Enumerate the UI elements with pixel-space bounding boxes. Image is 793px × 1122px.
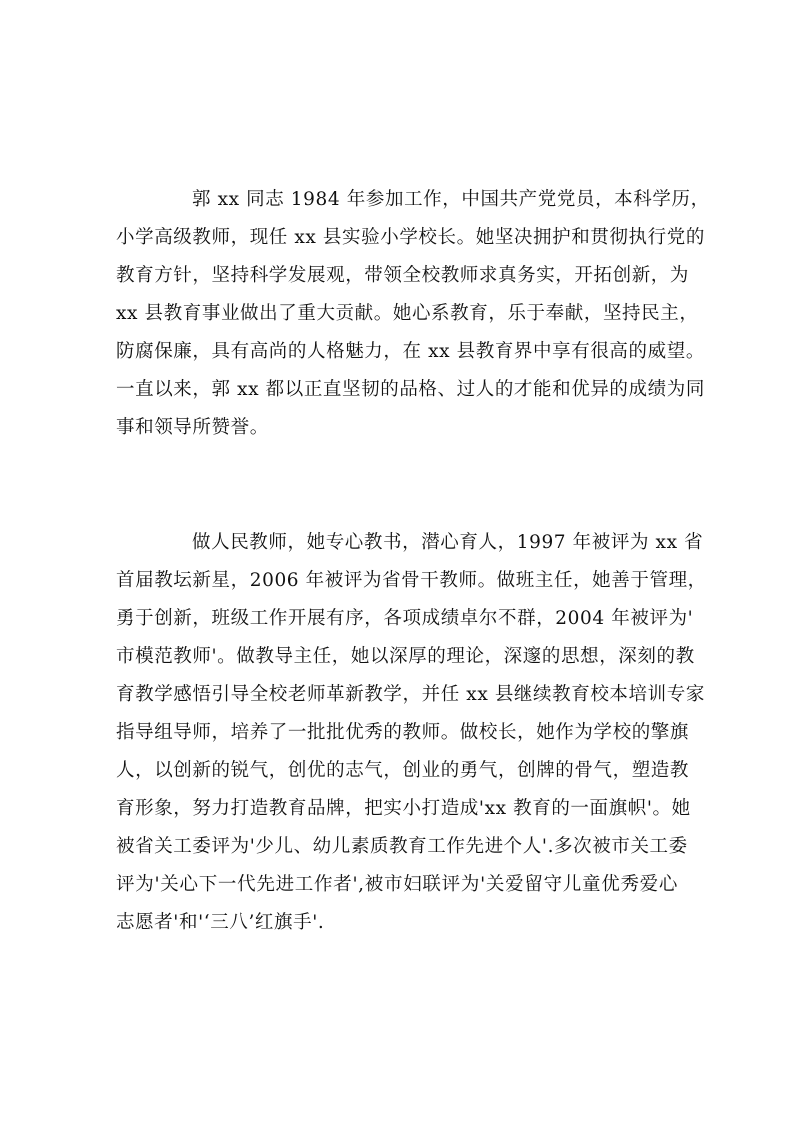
text-line: 人，以创新的锐气，创优的志气，创业的勇气，创牌的骨气，塑造教 [116, 760, 690, 781]
text-line: 郭 xx 同志 1984 年参加工作，中国共产党党员，本科学历， [192, 189, 710, 210]
text-line: 做人民教师，她专心教书，潜心育人，1997 年被评为 xx 省 [192, 532, 704, 553]
text-line: 事和领导所赞誉。 [116, 417, 269, 438]
text-line: 防腐保廉，具有高尚的人格魅力，在 xx 县教育界中享有很高的威望。 [116, 341, 705, 362]
text-line: 育形象，努力打造教育品牌，把实小打造成'xx 教育的一面旗帜'。她 [116, 798, 691, 819]
text-line: 评为'关心下一代先进工作者',被市妇联评为'关爱留守儿童优秀爱心 [116, 874, 678, 895]
text-line: 首届教坛新星，2006 年被评为省骨干教师。做班主任，她善于管理， [116, 570, 707, 591]
paragraph-biography-intro [116, 181, 710, 447]
text-line: 被省关工委评为'少儿、幼儿素质教育工作先进个人'.多次被市关工委 [116, 836, 688, 857]
text-line: 育教学感悟引导全校老师革新教学，并任 xx 县继续教育校本培训专家 [116, 684, 705, 705]
text-line: 一直以来，郭 xx 都以正直坚韧的品格、过人的才能和优异的成绩为同 [116, 379, 705, 400]
text-line: 勇于创新，班级工作开展有序，各项成绩卓尔不群，2004 年被评为' [116, 608, 694, 629]
text-line: 指导组导师，培养了一批批优秀的教师。做校长，她作为学校的擎旗 [116, 722, 690, 743]
text-line: xx 县教育事业做出了重大贡献。她心系教育，乐于奉献，坚持民主， [116, 303, 699, 324]
text-line: 志愿者'和'‘三八’红旗手'. [116, 912, 325, 933]
text-line: 小学高级教师，现任 xx 县实验小学校长。她坚决拥护和贯彻执行党的 [116, 227, 705, 248]
text-line: 教育方针，坚持科学发展观，带领全校教师求真务实，开拓创新，为 [116, 265, 690, 286]
text-line: 市模范教师'。做教导主任，她以深厚的理论，深邃的思想，深刻的教 [116, 646, 695, 667]
paragraph-achievements [116, 524, 707, 942]
